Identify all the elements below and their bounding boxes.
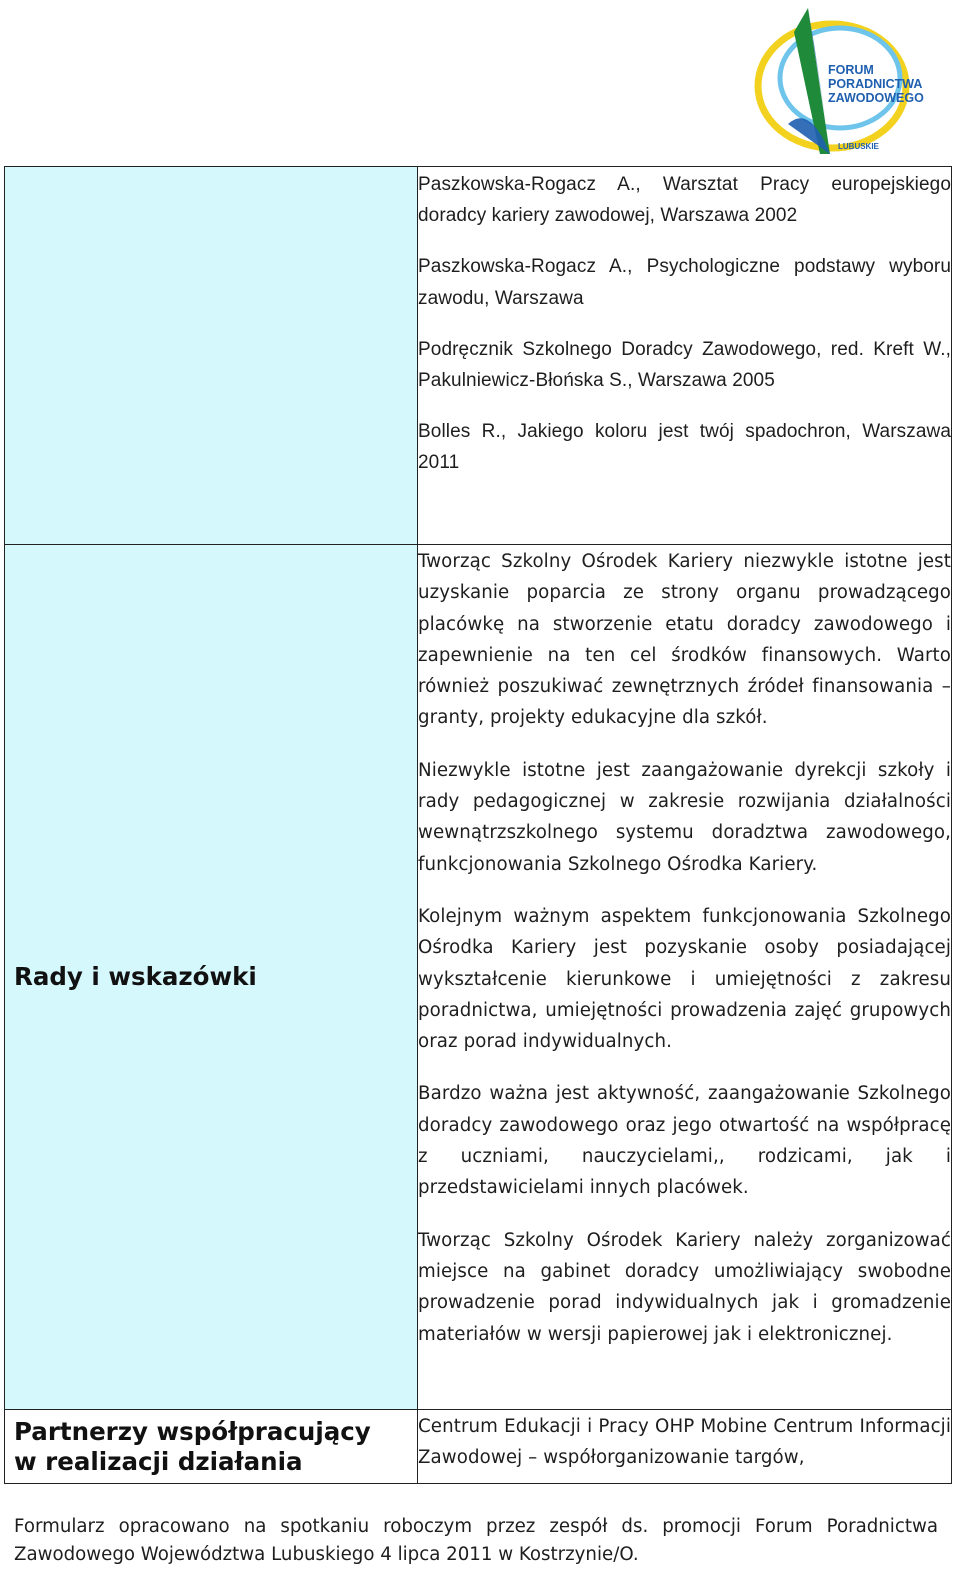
tip-paragraph: Niezwykle istotne jest zaangażowanie dyrekcji szkoły i rady pedagogicznej w zakresie rozwijania działalności wewnątrzszkolnego systemu doradztwa zawodowego, funkcjonowania Szkolnego Ośrodka Kariery. <box>418 759 951 875</box>
sources-content-cell <box>418 167 952 545</box>
footer-note: Formularz opracowano na spotkaniu roboczym przez zespół ds. promocji Forum Poradnictwa Zawodowego Województwa Lubuskiego 4 lipca 2011 w Kostrzynie/O. <box>14 1516 938 1565</box>
tips-label-cell <box>5 545 418 1410</box>
source-item: Paszkowska-Rogacz A., Warsztat Pracy europejskiego doradcy kariery zawodowej, Warszawa 2002 <box>418 174 951 227</box>
source-item: Paszkowska-Rogacz A., Psychologiczne podstawy wyboru zawodu, Warszawa <box>418 256 951 309</box>
partners-content-cell <box>418 1410 952 1484</box>
tip-paragraph: Bardzo ważna jest aktywność, zaangażowanie Szkolnego doradcy zawodowego oraz jego otwartość na współpracę z uczniami, nauczycielami,, rodzicami, jak i przedstawicielami innych placówek. <box>418 1083 951 1199</box>
partners-label-cell <box>5 1410 418 1484</box>
partners-label-line2: w realizacji działania <box>14 1446 303 1476</box>
logo-line1: FORUM <box>828 63 874 77</box>
tips-label: Rady i wskazówki <box>14 962 257 991</box>
tips-text <box>418 545 951 1350</box>
logo-line3: ZAWODOWEGO <box>828 91 924 105</box>
sources-list <box>418 169 951 479</box>
source-item: Bolles R., Jakiego koloru jest twój spadochron, Warszawa 2011 <box>418 421 951 474</box>
partners-text: Centrum Edukacji i Pracy OHP Mobine Centrum Informacji Zawodowej – współorganizowanie targów, <box>418 1416 951 1469</box>
source-item: Podręcznik Szkolnego Doradcy Zawodowego, red. Kreft W., Pakulniewicz-Błońska S., Warszawa 2005 <box>418 338 951 392</box>
form-table <box>4 166 952 1484</box>
tip-paragraph: Tworząc Szkolny Ośrodek Kariery należy zorganizować miejsce na gabinet doradcy umożliwiający swobodne prowadzenie porad indywidualnych jak i gromadzenie materiałów w wersji papierowej jak i elektronicznej. <box>418 1229 951 1345</box>
logo-region: LUBUSKIE <box>838 142 879 151</box>
sources-label-cell <box>5 167 418 545</box>
tip-paragraph: Kolejnym ważnym aspektem funkcjonowania Szkolnego Ośrodka Kariery jest pozyskanie osoby posiadającej wykształcenie kierunkowe i umiejętności z zakresu poradnictwa, umiejętności prowadzenia zajęć grupowych oraz porad indywidualnych. <box>418 905 951 1053</box>
partners-row <box>5 1410 952 1484</box>
partners-label-line1: Partnerzy współpracujący <box>14 1416 371 1446</box>
sources-row <box>5 167 952 545</box>
forum-logo-graphic <box>750 4 945 164</box>
partners-label <box>5 1417 417 1477</box>
tips-row <box>5 545 952 1410</box>
logo-line2: PORADNICTWA <box>828 77 923 91</box>
forum-logo <box>750 4 945 164</box>
tip-paragraph: Tworząc Szkolny Ośrodek Kariery niezwykle istotne jest uzyskanie poparcia ze strony organu prowadzącego placówkę na stworzenie etatu doradcy zawodowego i zapewnienie na ten cel środków finansowych. Warto również poszukiwać zewnętrznych źródeł finansowania – granty, projekty edukacyjne dla szkół. <box>418 551 951 729</box>
tips-content-cell <box>418 545 952 1410</box>
